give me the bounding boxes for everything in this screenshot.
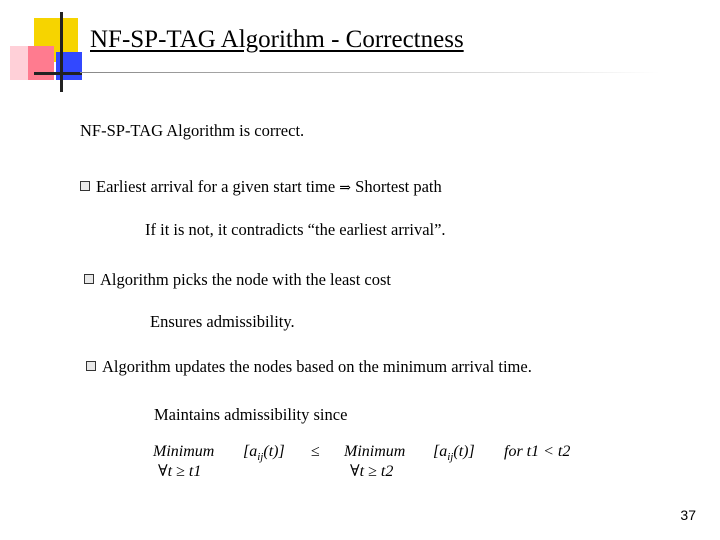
formula-relation: ≤ xyxy=(311,443,320,460)
logo-horizontal-line xyxy=(34,72,82,75)
bullet-3-text: Algorithm updates the nodes based on the minimum arrival time. xyxy=(102,357,532,376)
correctness-statement: NF-SP-TAG Algorithm is correct. xyxy=(80,121,305,140)
formula-minimum-left: Minimum xyxy=(153,443,215,460)
bullet-item-2 xyxy=(84,270,391,290)
bullet-3-subtext: Maintains admissibility since xyxy=(154,405,348,424)
title-divider xyxy=(80,72,660,73)
logo-vertical-line xyxy=(60,12,63,92)
square-bullet-icon xyxy=(86,361,96,371)
formula-range-left: ∀t ≥ t1 xyxy=(158,463,202,480)
bullet-item-1 xyxy=(80,177,442,197)
formula-condition: for t1 < t2 xyxy=(504,443,571,460)
square-bullet-icon xyxy=(84,274,94,284)
slide-title: NF-SP-TAG Algorithm - Correctness xyxy=(90,26,464,53)
bullet-1-subtext: If it is not, it contradicts “the earliest arrival”. xyxy=(145,220,446,239)
page-number: 37 xyxy=(680,507,696,523)
square-bullet-icon xyxy=(80,181,90,191)
bullet-1-text-b: Shortest path xyxy=(355,177,442,196)
formula-minimum-right: Minimum xyxy=(344,443,406,460)
formula-range-right: ∀t ≥ t2 xyxy=(350,463,394,480)
implies-symbol: ⇒ xyxy=(339,180,352,196)
formula-term-left: $[a_{ij}(t)]$ xyxy=(243,443,285,464)
bullet-item-3 xyxy=(86,357,532,377)
logo-pink-highlight xyxy=(10,46,28,80)
bullet-1-text-a: Earliest arrival for a given start time xyxy=(96,177,336,196)
bullet-2-subtext: Ensures admissibility. xyxy=(150,312,295,331)
formula-term-right: $[a_{ij}(t)]$ xyxy=(433,443,475,464)
bullet-2-text: Algorithm picks the node with the least cost xyxy=(100,270,391,289)
